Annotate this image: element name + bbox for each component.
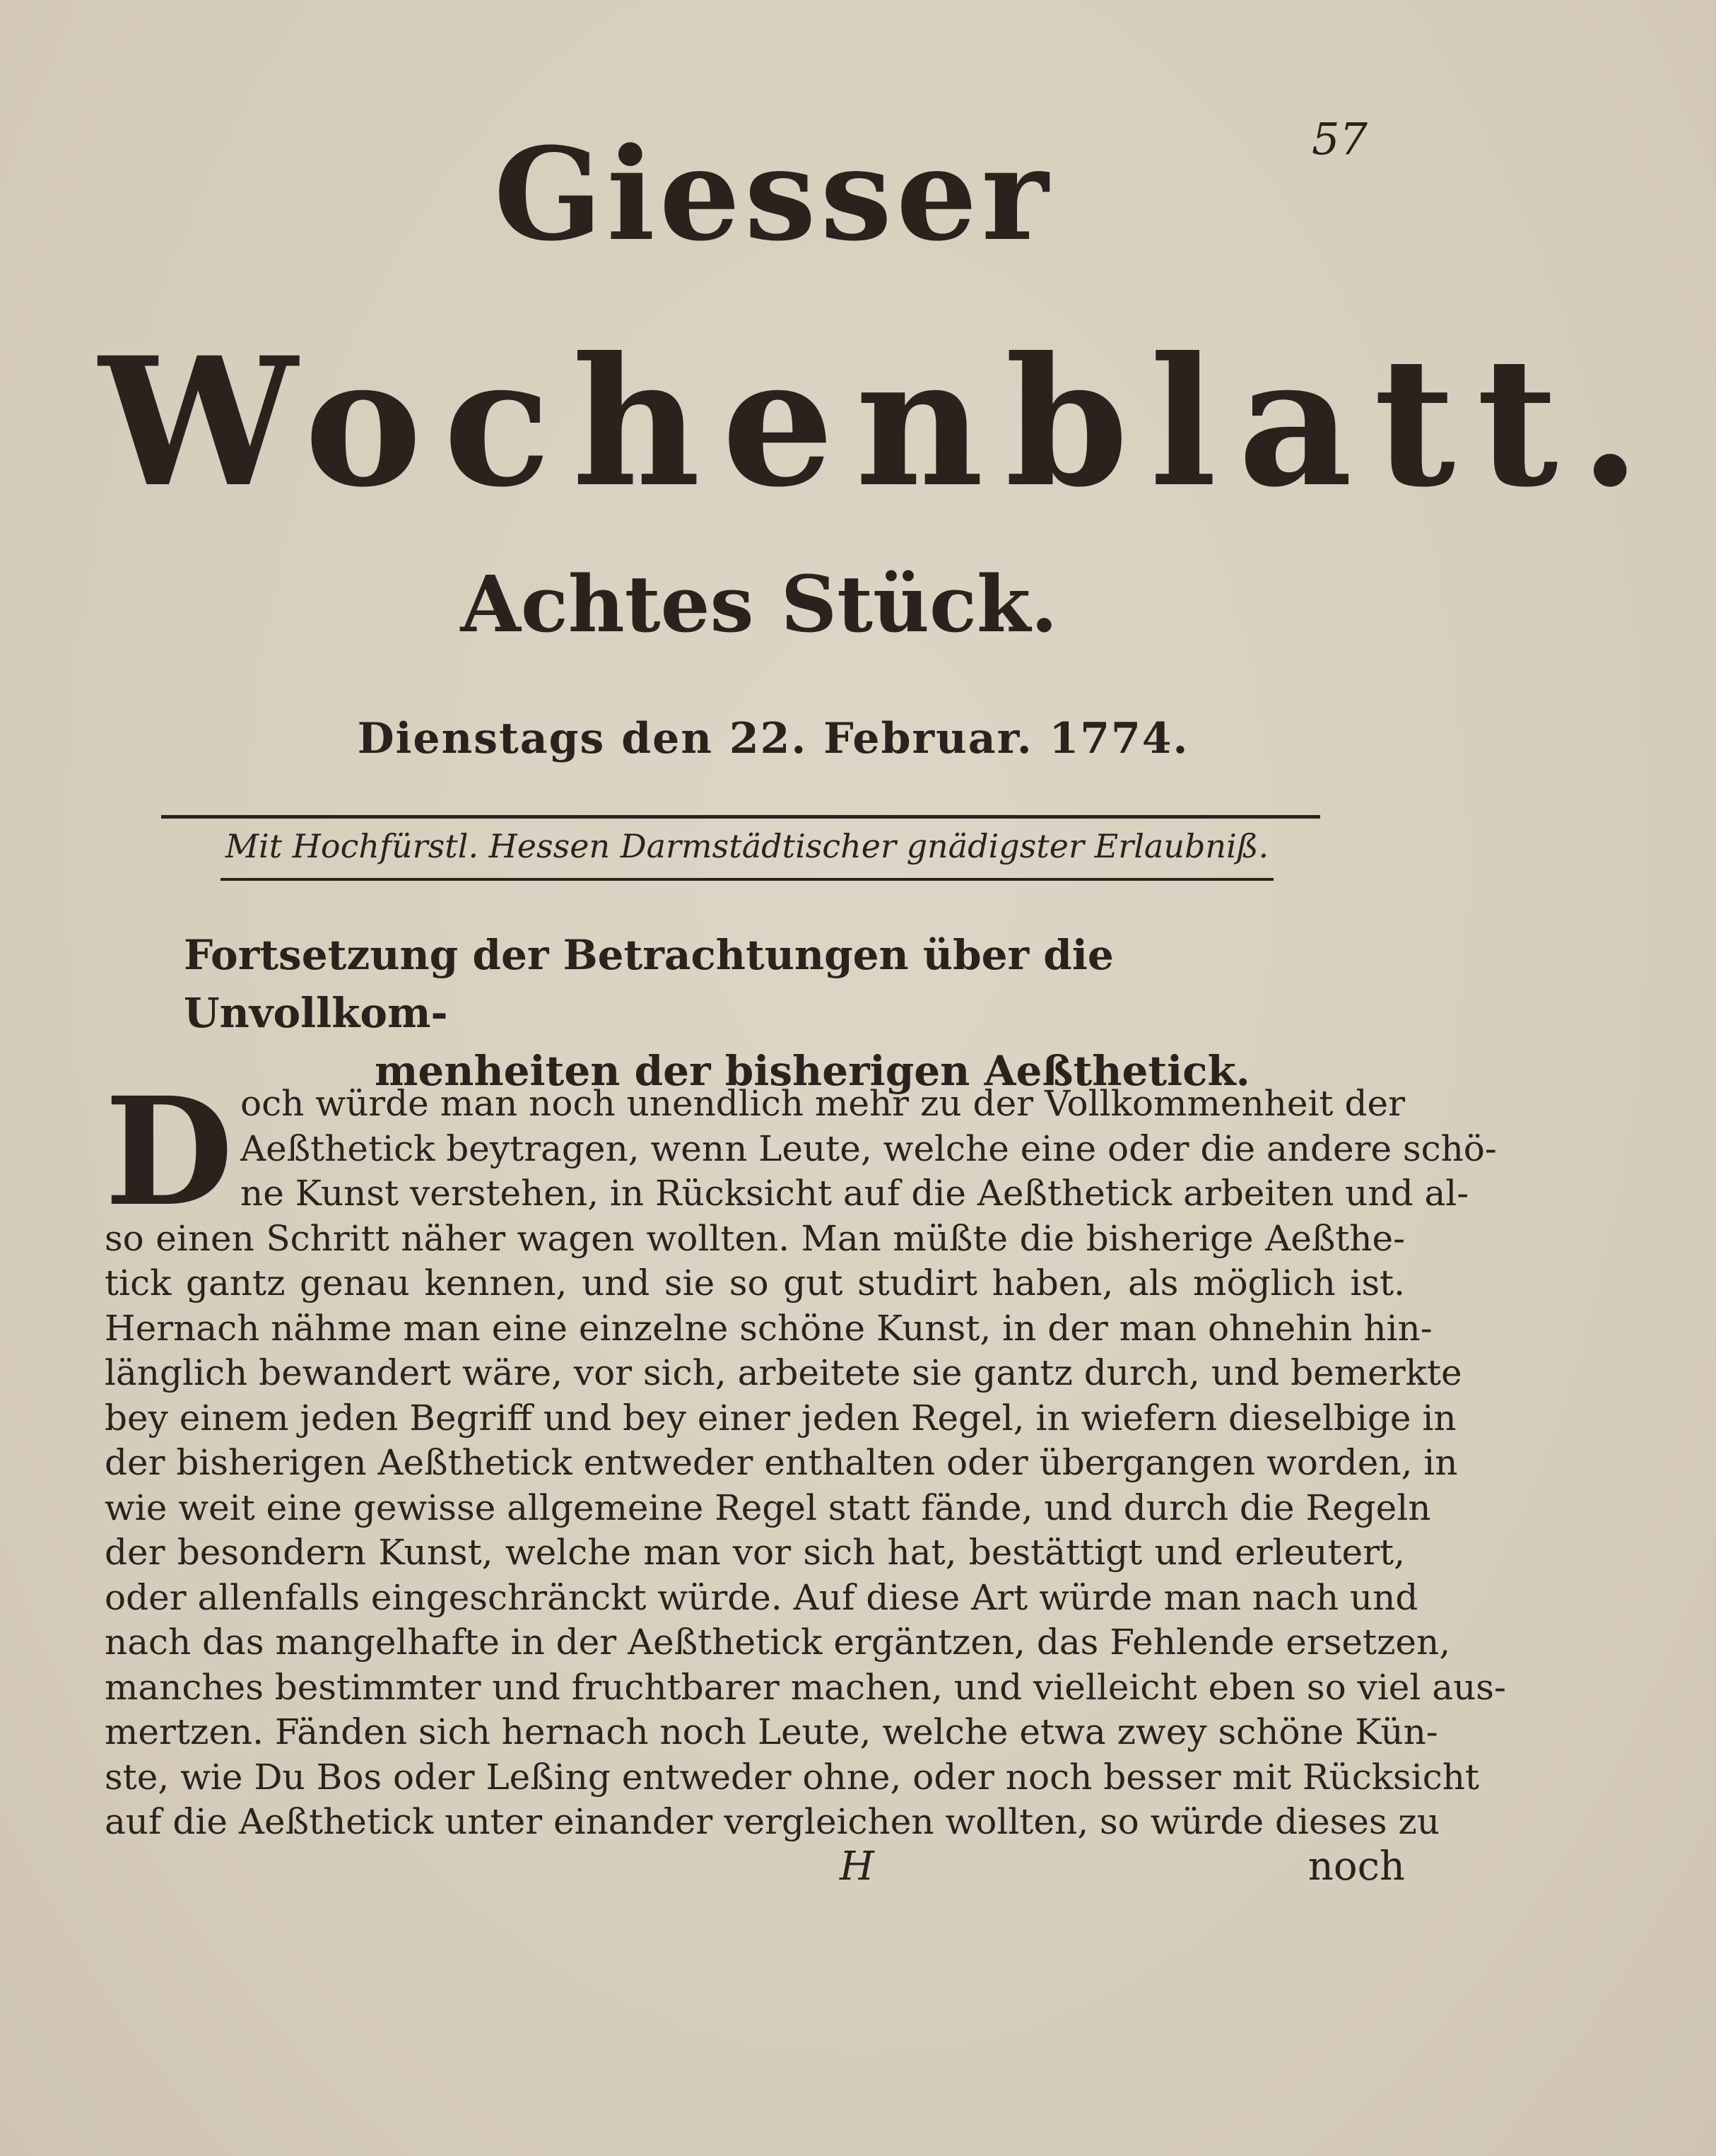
body-line: tick gantz genau kennen, und sie so gut studirt haben, als möglich ist. <box>105 1262 1405 1303</box>
body-line: der bisherigen Aeßthetick entweder enthalten oder übergangen worden, in <box>105 1442 1458 1483</box>
issue-label: Achtes Stück. <box>460 558 1058 650</box>
body-line: so einen Schritt näher wagen wollten. Man müßte die bisherige Aeßthe- <box>105 1217 1405 1259</box>
body-line: ne Kunst verstehen, in Rücksicht auf die Aeßthetick arbeiten und al- <box>240 1173 1469 1214</box>
body-line: auf die Aeßthetick unter einander vergleichen wollten, so würde dieses zu <box>105 1801 1440 1842</box>
body-line: bey einem jeden Begriff und bey einer jeden Regel, in wiefern dieselbige in <box>105 1397 1457 1439</box>
article-heading-line2: menheiten der bisherigen Aeßthetick. <box>375 1047 1250 1095</box>
body-line: mertzen. Fänden sich hernach noch Leute, welche etwa zwey schöne Kün- <box>105 1711 1438 1752</box>
bottom-rule <box>221 878 1274 881</box>
dateline: Dienstags den 22. Februar. 1774. <box>357 714 1189 763</box>
masthead-title-line2: Wochenblatt. <box>99 318 1662 526</box>
article-heading-line1: Fortsetzung der Betrachtungen über die Unvollkom- <box>184 931 1114 1037</box>
article-heading <box>184 926 1315 1100</box>
body-line: och würde man noch unendlich mehr zu der Vollkommenheit der <box>240 1083 1405 1124</box>
body-line: Aeßthetick beytragen, wenn Leute, welche eine oder die andere schö- <box>240 1127 1497 1169</box>
body-line: der besondern Kunst, welche man vor sich hat, bestättigt und erleutert, <box>105 1532 1405 1573</box>
body-line: manches bestimmter und fruchtbarer machen, und vielleicht eben so viel aus- <box>105 1666 1506 1708</box>
body-line: wie weit eine gewisse allgemeine Regel statt fände, und durch die Regeln <box>105 1487 1431 1528</box>
body-line: ste, wie Du Bos oder Leßing entweder ohne, oder noch besser mit Rücksicht <box>105 1756 1479 1798</box>
body-line: oder allenfalls eingeschränckt würde. Auf diese Art würde man nach und <box>105 1576 1418 1618</box>
body-line: länglich bewandert wäre, vor sich, arbeitete sie gantz durch, und bemerkte <box>105 1352 1462 1393</box>
body-line: nach das mangelhafte in der Aeßthetick ergäntzen, das Fehlende ersetzen, <box>105 1622 1451 1663</box>
page-number: 57 <box>1312 113 1368 165</box>
privilege-notice: Mit Hochfürstl. Hessen Darmstädtischer gnädigster Erlaubniß. <box>225 827 1269 865</box>
drop-cap-initial: D <box>105 1065 234 1239</box>
top-rule <box>161 815 1320 819</box>
masthead-title-line1: Giesser <box>493 120 1053 269</box>
signature-mark: H <box>840 1844 874 1890</box>
catchword: noch <box>1307 1844 1405 1890</box>
page-footer <box>105 1844 1405 1900</box>
body-line: Hernach nähme man eine einzelne schöne Kunst, in der man ohnehin hin- <box>105 1307 1433 1349</box>
